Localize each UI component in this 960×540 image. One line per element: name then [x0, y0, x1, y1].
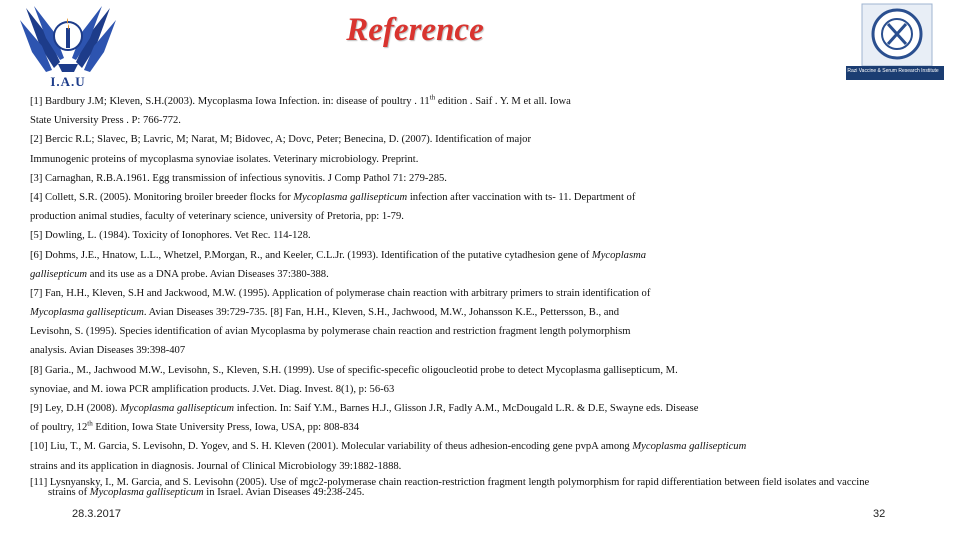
page-title: Reference	[346, 12, 484, 48]
reference-list	[30, 92, 910, 476]
text-run: production animal studies, faculty of veterinary science, university of Pretoria, pp: 1-79.	[30, 211, 404, 223]
reference-line	[30, 207, 910, 226]
reference-line	[30, 111, 910, 130]
reference-line	[30, 226, 910, 245]
text-run: strains and its application in diagnosis. Journal of Clinical Microbiology 39:1882-1888.	[30, 460, 402, 472]
text-run: Levisohn, S. (1995). Species identification of avian Mycoplasma by polymerase chain reaction and restriction fragment length polymorphism	[30, 326, 631, 338]
text-run: [7] Fan, H.H., Kleven, S.H and Jackwood, M.W. (1995). Application of polymerase chain reaction with arbitrary primers to strain identification of	[30, 287, 651, 299]
italic-species-name: Mycoplasma gallisepticum	[89, 487, 204, 499]
reference-item-4	[30, 188, 910, 226]
text-run: infection after vaccination with ts- 11. Department of	[407, 191, 636, 203]
reference-item-2	[30, 130, 910, 168]
reference-item-11	[30, 478, 920, 498]
superscript: th	[429, 93, 436, 102]
text-run: in Israel. Avian Diseases 49:238-245.	[203, 487, 365, 499]
reference-line	[30, 265, 910, 284]
text-run: [11] Lysnyansky, I., M. Garcia, and S. Levisohn (2005). Use of mgc2-polymerase chain reaction-restriction fragment length polymorphism for rapid differentiation between field isolates and vaccine	[30, 477, 870, 488]
reference-item-6	[30, 246, 910, 284]
reference-line	[30, 169, 910, 188]
reference-item-8	[30, 361, 910, 399]
page-number: 32	[873, 508, 886, 520]
reference-line	[30, 303, 910, 322]
superscript: th	[87, 419, 93, 428]
text-run: and its use as a DNA probe. Avian Diseases 37:380-388.	[87, 268, 329, 280]
reference-line	[30, 284, 910, 303]
italic-species-name: gallisepticum	[30, 268, 88, 280]
text-run: [9] Ley, D.H (2008).	[30, 403, 121, 414]
reference-line	[30, 380, 910, 399]
reference-item-3	[30, 169, 910, 188]
text-run: analysis. Avian Diseases 39:398-407	[30, 345, 186, 357]
reference-item-7	[30, 284, 910, 361]
reference-line	[30, 188, 910, 207]
text-run: [10] Liu, T., M. Garcia, S. Levisohn, D. Yogev, and S. H. Kleven (2001). Molecular variability of theus adhesion-encoding gene pvpA among	[30, 441, 633, 453]
reference-line	[30, 150, 910, 169]
text-run: Immunogenic proteins of mycoplasma synoviae isolates. Veterinary microbiology. Preprint.	[30, 153, 419, 165]
text-run: . Avian Diseases 39:729-735. [8] Fan, H.H., Kleven, S.H., Jachwood, M.W., Johansson K.E., Pettersson, B., and	[143, 307, 620, 319]
text-run: [1] Bardbury J.M; Kleven, S.H.(2003). Mycoplasma Iowa Infection. in: disease of poultry . 11	[30, 96, 430, 107]
institute-logo-text: Razi Vaccine & Serum Research Institute	[847, 68, 939, 74]
reference-line	[30, 341, 910, 360]
text-run: [8] Garia., M., Jachwood M.W., Levisohn, S., Kleven, S.H. (1999). Use of specific-specefic oligoucleotid probe to detect Mycoplasma gallisepticum, M.	[30, 364, 678, 376]
text-run: State University Press . P: 766-772.	[30, 115, 181, 127]
italic-species-name: Mycoplasma gallisepticum	[30, 307, 144, 319]
reference-item-1	[30, 92, 910, 130]
text-run: Edition, Iowa State University Press, Iowa, USA, pp: 808-834	[92, 422, 360, 434]
reference-line	[30, 92, 910, 111]
reference-item-9	[30, 399, 910, 437]
text-run: [2] Bercic R.L; Slavec, B; Lavric, M; Narat, M; Bidovec, A; Dovc, Peter; Benecina, D. (2007). Identification of major	[30, 134, 531, 146]
reference-item-10	[30, 437, 910, 475]
text-run: edition . Saif . Y. M et all. Iowa	[435, 96, 571, 107]
italic-species-name: Mycoplasma gallisepticum	[120, 403, 235, 414]
university-logo-text: I.A.U	[50, 74, 86, 89]
reference-line	[30, 488, 920, 498]
text-run: strains of	[48, 487, 90, 499]
reference-line	[30, 322, 910, 341]
reference-line	[30, 457, 910, 476]
reference-line	[30, 246, 910, 265]
reference-line	[30, 437, 910, 456]
text-run: [6] Dohms, J.E., Hnatow, L.L., Whetzel, P.Morgan, R., and Keeler, C.L.Jr. (1993). Identification of the putative cytadhesion gene of	[30, 249, 592, 261]
text-run: of poultry, 12	[30, 422, 88, 434]
text-run: [5] Dowling, L. (1984). Toxicity of Ionophores. Vet Rec. 114-128.	[30, 230, 311, 242]
text-run: infection. In: Saif Y.M., Barnes H.J., Glisson J.R, Fadly A.M., McDougald L.R. & D.E, Swayne eds. Disease	[234, 403, 699, 414]
reference-line	[30, 418, 910, 437]
text-run: [3] Carnaghan, R.B.A.1961. Egg transmission of infectious synovitis. J Comp Pathol 71: 279-285.	[30, 172, 447, 184]
italic-species-name: Mycoplasma	[591, 249, 647, 261]
text-run: [4] Collett, S.R. (2005). Monitoring broiler breeder flocks for	[30, 191, 294, 203]
italic-species-name: Mycoplasma gallisepticum	[293, 191, 408, 203]
reference-item-5	[30, 226, 910, 245]
footer-date: 28.3.2017	[72, 508, 121, 520]
reference-line	[30, 361, 910, 380]
reference-line	[30, 399, 910, 418]
reference-line	[30, 130, 910, 149]
italic-species-name: Mycoplasma gallisepticum	[632, 441, 747, 453]
text-run: synoviae, and M. iowa PCR amplification products. J.Vet. Diag. Invest. 8(1), p: 56-63	[30, 383, 395, 395]
